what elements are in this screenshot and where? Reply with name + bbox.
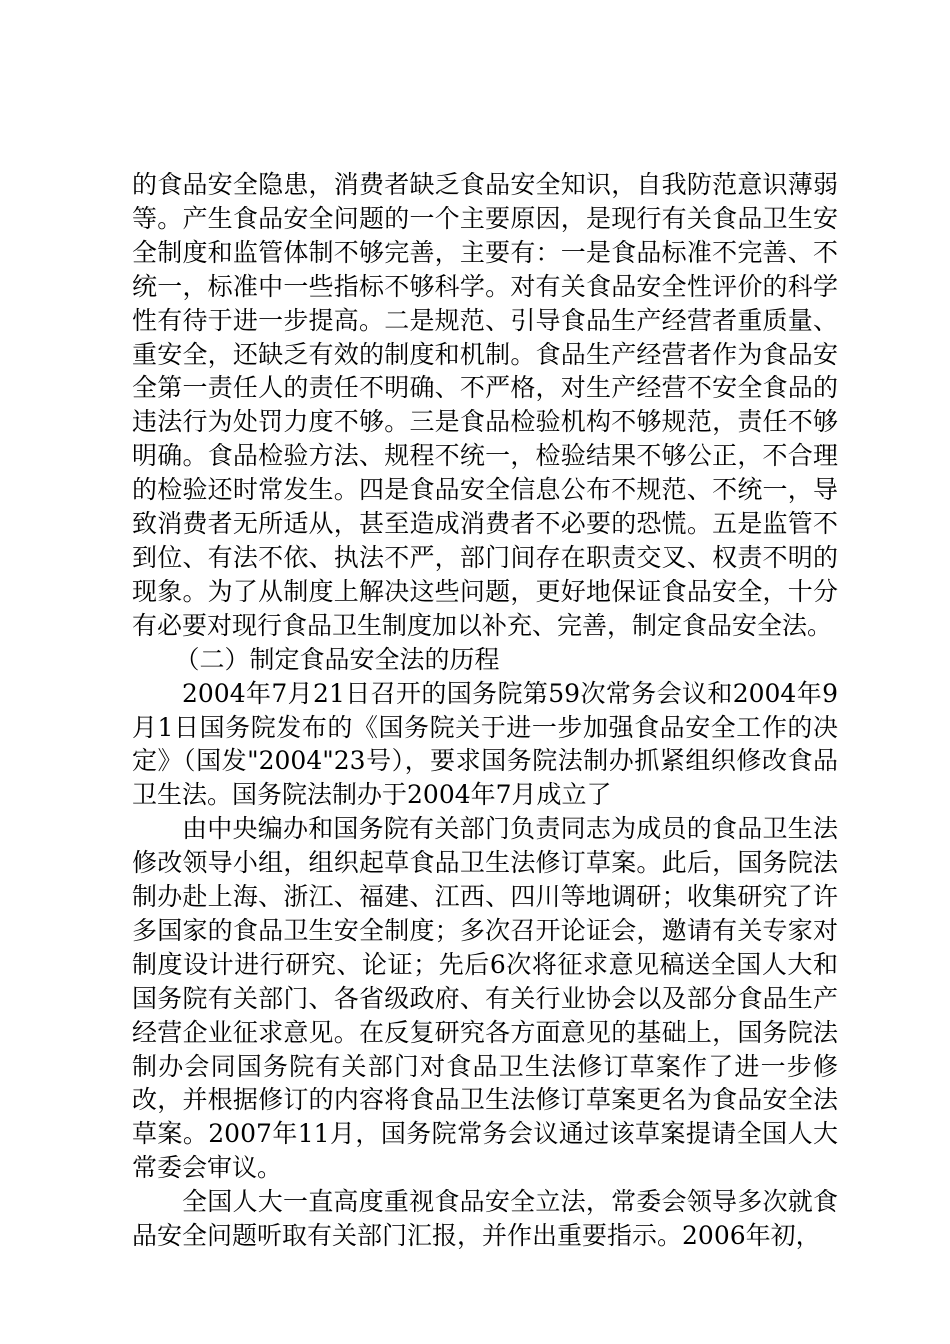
document-page	[132, 168, 838, 1253]
body-paragraph: 的食品安全隐患，消费者缺乏食品安全知识，自我防范意识薄弱等。产生食品安全问题的一个主要原因，是现行有关食品卫生安全制度和监管体制不够完善，主要有：一是食品标准不完善、不统一，标准中一些指标不够科学。对有关食品安全性评价的科学性有待于进一步提高。二是规范、引导食品生产经营者重质量、重安全，还缺乏有效的制度和机制。食品生产经营者作为食品安全第一责任人的责任不明确、不严格，对生产经营不安全食品的违法行为处罚力度不够。三是食品检验机构不够规范，责任不够明确。食品检验方法、规程不统一，检验结果不够公正，不合理的检验还时常发生。四是食品安全信息公布不规范、不统一，导致消费者无所适从，甚至造成消费者不必要的恐慌。五是监管不到位、有法不依、执法不严，部门间存在职责交叉、权责不明的现象。为了从制度上解决这些问题，更好地保证食品安全，十分有必要对现行食品卫生制度加以补充、完善，制定食品安全法。	[132, 170, 838, 640]
body-paragraph: 全国人大一直高度重视食品安全立法，常委会领导多次就食品安全问题听取有关部门汇报，并作出重要指示。2006年初，	[132, 1187, 838, 1251]
body-paragraph: 由中央编办和国务院有关部门负责同志为成员的食品卫生法修改领导小组，组织起草食品卫生法修订草案。此后，国务院法制办赴上海、浙江、福建、江西、四川等地调研；收集研究了许多国家的食品卫生安全制度；多次召开论证会，邀请有关专家对制度设计进行研究、论证；先后6次将征求意见稿送全国人大和国务院有关部门、各省级政府、有关行业协会以及部分食品生产经营企业征求意见。在反复研究各方面意见的基础上，国务院法制办会同国务院有关部门对食品卫生法修订草案作了进一步修改，并根据修订的内容将食品卫生法修订草案更名为食品安全法草案。2007年11月，国务院常务会议通过该草案提请全国人大常委会审议。	[132, 814, 838, 1183]
section-heading: （二）制定食品安全法的历程	[174, 644, 500, 674]
body-paragraph: 2004年7月21日召开的国务院第59次常务会议和2004年9月1日国务院发布的《国务院关于进一步加强食品安全工作的决定》（国发"2004"23号），要求国务院法制办抓紧组织修改食品卫生法。国务院法制办于2004年7月成立了	[132, 678, 838, 810]
